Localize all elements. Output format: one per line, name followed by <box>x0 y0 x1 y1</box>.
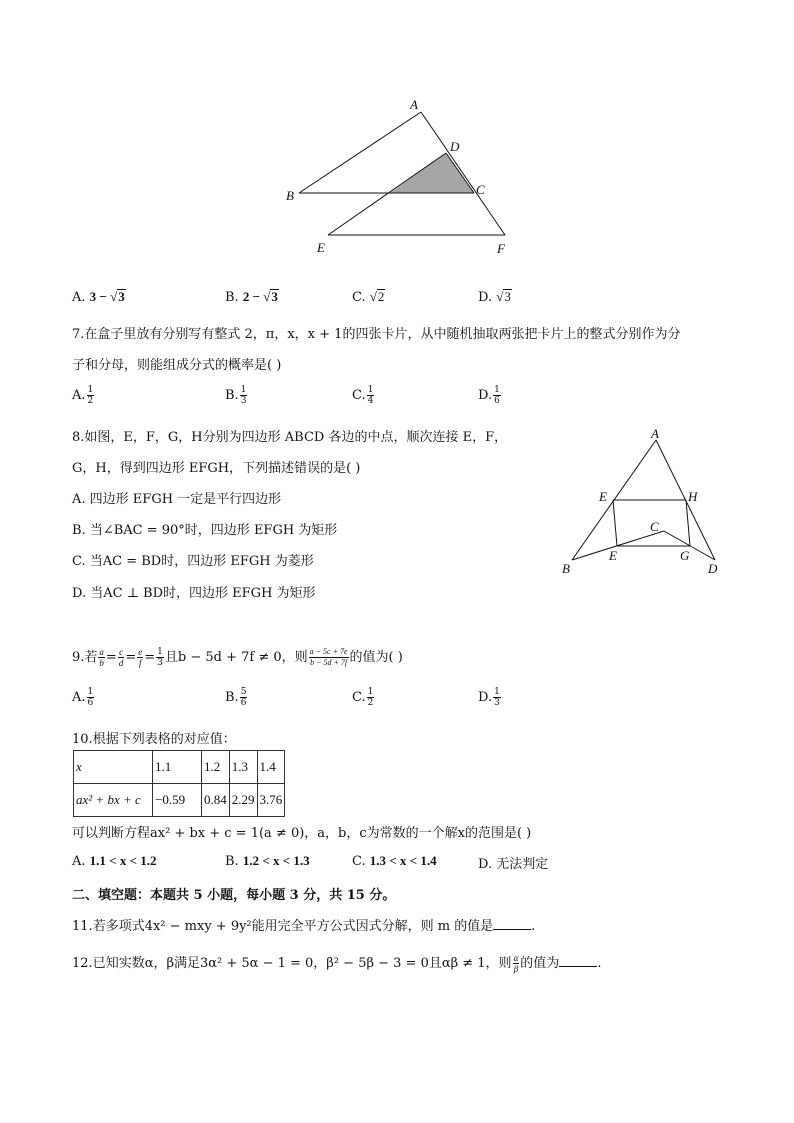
q7-option-b: B. $\frac{1}{3}$ <box>225 385 247 406</box>
label-e: E <box>317 240 325 255</box>
q11: 11.若多项式4x² − mxy + 9y²能用完全平方公式因式分解，则 m 的值是 . <box>72 919 536 934</box>
q10-option-c: C. 1.3 < x < 1.4 <box>352 853 437 869</box>
label-g: G <box>680 548 690 563</box>
segment-ab <box>299 112 421 193</box>
label-e2: E <box>609 548 617 563</box>
q9-option-d: D. $\frac{1}{3}$ <box>478 687 500 708</box>
q6-figure <box>280 94 520 260</box>
q10-option-d: D. 无法判定 <box>478 857 549 872</box>
shaded-triangle <box>390 153 474 193</box>
segment-ef <box>613 500 617 546</box>
table-row: ax² + bx + c −0.59 0.84 2.29 3.76 <box>74 784 285 817</box>
q9-option-b: B. $\frac{5}{6}$ <box>225 687 247 708</box>
q10-option-a: A. 1.1 < x < 1.2 <box>72 853 157 869</box>
q8-line1: 8.如图，E，F，G，H分别为四边形 ABCD 各边的中点，顺次连接 E，F， <box>72 430 508 445</box>
label-h: H <box>688 489 698 504</box>
section-heading: 二、填空题：本题共 5 小题，每小题 3 分，共 15 分。 <box>72 888 396 903</box>
q7-option-c: C. $\frac{1}{4}$ <box>352 385 374 406</box>
q6-option-b: B. 2 − √3 <box>225 289 278 305</box>
q8-option-b: B. 当∠BAC = 90°时，四边形 EFGH 为矩形 <box>72 523 338 538</box>
q7-option-a: A. $\frac{1}{2}$ <box>72 385 94 406</box>
q8-option-d: D. 当AC ⊥ BD时，四边形 EFGH 为矩形 <box>72 586 316 601</box>
q8-figure <box>555 424 730 580</box>
q10-question: 可以判断方程ax² + bx + c = 1(a ≠ 0)，a，b，c为常数的一个解x的范围是( ) <box>72 826 532 841</box>
q8-option-a: A. 四边形 EFGH 一定是平行四边形 <box>72 492 282 507</box>
q10-table <box>73 750 285 817</box>
table-row: x 1.1 1.2 1.3 1.4 <box>74 751 285 784</box>
q8-line2: G，H，得到四边形 EFGH，下列描述错误的是( ) <box>72 461 361 476</box>
q6-option-a: A. 3 − √3 <box>72 289 125 305</box>
label-b: B <box>286 188 294 203</box>
q8-option-c: C. 当AC = BD时，四边形 EFGH 为菱形 <box>72 554 314 569</box>
answer-blank[interactable] <box>493 917 531 930</box>
label-a: A <box>651 426 659 441</box>
label-c: C <box>476 182 485 197</box>
label-a: A <box>410 97 418 112</box>
q9-option-c: C. $\frac{1}{2}$ <box>352 687 374 708</box>
label-f: F <box>497 241 505 256</box>
q6-option-d: D. √3 <box>478 289 511 305</box>
segment-de <box>328 153 446 235</box>
label-b: B <box>562 561 570 576</box>
q12: 12.已知实数α，β满足3α² + 5α − 1 = 0，β² − 5β − 3 = 0且αβ ≠ 1，则 $\frac{\alpha}{\beta}$ 的值为 . <box>72 953 602 974</box>
label-c: C <box>650 519 659 534</box>
q9-option-a: A. $\frac{1}{6}$ <box>72 687 94 708</box>
q10-intro: 10.根据下列表格的对应值： <box>72 732 236 747</box>
answer-blank[interactable] <box>559 954 597 967</box>
q9-stem: 9.若 $\frac{a}{b}$ = $\frac{c}{d}$ = $\frac{e}{f}$ = $\frac{1}{3}$ 且b − 5d + 7f ≠ 0，则 $\frac{a - 5c + 7e}{b - 5d + 7f}$ 的值为( ) <box>72 647 403 668</box>
q10-option-b: B. 1.2 < x < 1.3 <box>225 853 310 869</box>
label-e1: E <box>599 489 607 504</box>
q6-option-c: C. √2 <box>352 289 385 305</box>
label-d: D <box>450 139 460 154</box>
q7-line1: 7.在盒子里放有分别写有整式 2，π，x，x + 1的四张卡片，从中随机抽取两张把卡片上的整式分别作为分 <box>72 327 681 342</box>
q7-option-d: D. $\frac{1}{6}$ <box>478 385 500 406</box>
label-d: D <box>708 561 718 576</box>
q7-line2: 子和分母，则能组成分式的概率是( ) <box>72 358 282 373</box>
